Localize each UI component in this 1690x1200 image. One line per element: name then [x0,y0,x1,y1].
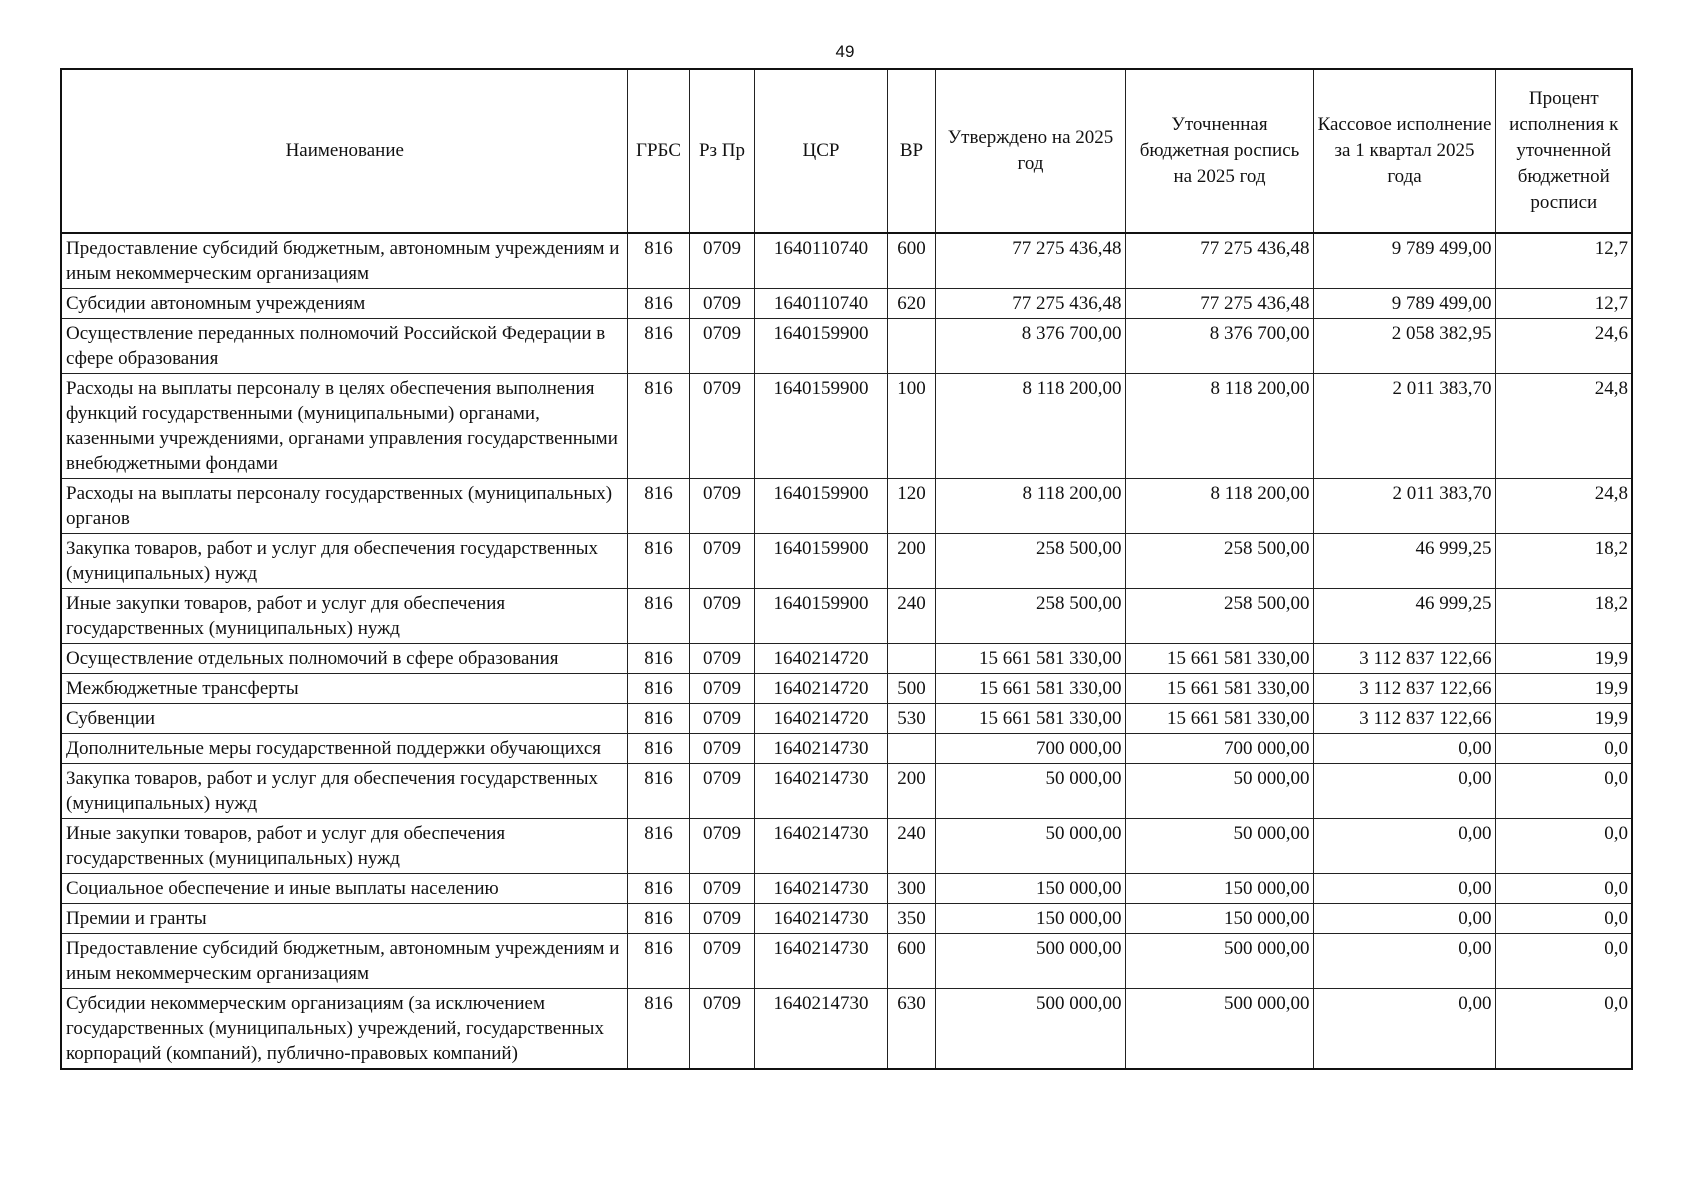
row-csr: 1640159900 [754,374,887,479]
row-percent: 18,2 [1495,534,1632,589]
row-vr: 100 [887,374,935,479]
table-row [61,534,1632,589]
row-refined: 77 275 436,48 [1125,289,1313,319]
row-grbs: 816 [627,644,689,674]
row-vr: 200 [887,534,935,589]
row-csr: 1640110740 [754,289,887,319]
row-percent: 24,8 [1495,479,1632,534]
row-refined: 8 118 200,00 [1125,479,1313,534]
row-name: Закупка товаров, работ и услуг для обеспечения государственных (муниципальных) нужд [61,764,627,819]
row-approved: 15 661 581 330,00 [935,704,1125,734]
row-percent: 18,2 [1495,589,1632,644]
row-refined: 50 000,00 [1125,819,1313,874]
header-approved: Утверждено на 2025 год [935,69,1125,233]
row-grbs: 816 [627,819,689,874]
row-approved: 50 000,00 [935,764,1125,819]
row-cash: 0,00 [1313,989,1495,1070]
row-percent: 0,0 [1495,874,1632,904]
row-percent: 0,0 [1495,764,1632,819]
header-row [61,69,1632,233]
row-percent: 0,0 [1495,904,1632,934]
row-name: Социальное обеспечение и иные выплаты населению [61,874,627,904]
row-csr: 1640214730 [754,874,887,904]
row-name: Осуществление переданных полномочий Российской Федерации в сфере образования [61,319,627,374]
row-refined: 500 000,00 [1125,989,1313,1070]
row-vr [887,319,935,374]
row-grbs: 816 [627,934,689,989]
row-refined: 15 661 581 330,00 [1125,674,1313,704]
row-refined: 77 275 436,48 [1125,233,1313,289]
row-rzpr: 0709 [689,319,754,374]
row-cash: 3 112 837 122,66 [1313,644,1495,674]
row-cash: 0,00 [1313,734,1495,764]
row-cash: 2 011 383,70 [1313,374,1495,479]
row-vr: 350 [887,904,935,934]
table-row [61,589,1632,644]
row-refined: 15 661 581 330,00 [1125,644,1313,674]
row-rzpr: 0709 [689,734,754,764]
row-grbs: 816 [627,764,689,819]
row-grbs: 816 [627,734,689,764]
row-grbs: 816 [627,989,689,1070]
row-refined: 8 376 700,00 [1125,319,1313,374]
row-approved: 258 500,00 [935,534,1125,589]
row-cash: 2 058 382,95 [1313,319,1495,374]
row-approved: 500 000,00 [935,934,1125,989]
row-cash: 0,00 [1313,819,1495,874]
row-name: Дополнительные меры государственной поддержки обучающихся [61,734,627,764]
row-refined: 150 000,00 [1125,874,1313,904]
row-vr: 500 [887,674,935,704]
row-name: Расходы на выплаты персоналу в целях обеспечения выполнения функций государственными (муниципальными) органами, казенными учреждениями, органами управления государственными внебюджетными фондами [61,374,627,479]
row-refined: 8 118 200,00 [1125,374,1313,479]
row-name: Премии и гранты [61,904,627,934]
row-grbs: 816 [627,479,689,534]
table-body [61,233,1632,1069]
page-number: 49 [835,42,855,61]
row-approved: 77 275 436,48 [935,289,1125,319]
row-cash: 0,00 [1313,904,1495,934]
row-grbs: 816 [627,289,689,319]
row-refined: 258 500,00 [1125,589,1313,644]
row-percent: 0,0 [1495,734,1632,764]
row-name: Межбюджетные трансферты [61,674,627,704]
row-cash: 0,00 [1313,874,1495,904]
table-header [61,69,1632,233]
row-approved: 500 000,00 [935,989,1125,1070]
row-refined: 150 000,00 [1125,904,1313,934]
row-vr: 200 [887,764,935,819]
table-row [61,479,1632,534]
row-rzpr: 0709 [689,644,754,674]
row-vr: 240 [887,589,935,644]
row-csr: 1640159900 [754,534,887,589]
row-grbs: 816 [627,319,689,374]
row-name: Расходы на выплаты персоналу государственных (муниципальных) органов [61,479,627,534]
row-csr: 1640214730 [754,734,887,764]
table-row [61,934,1632,989]
table-row [61,989,1632,1070]
row-vr [887,644,935,674]
row-csr: 1640214730 [754,764,887,819]
row-percent: 19,9 [1495,704,1632,734]
row-vr: 630 [887,989,935,1070]
table-row [61,874,1632,904]
row-rzpr: 0709 [689,764,754,819]
row-refined: 700 000,00 [1125,734,1313,764]
row-cash: 46 999,25 [1313,534,1495,589]
row-cash: 3 112 837 122,66 [1313,674,1495,704]
row-percent: 12,7 [1495,233,1632,289]
row-name: Субсидии автономным учреждениям [61,289,627,319]
header-vr: ВР [887,69,935,233]
table-row [61,764,1632,819]
row-grbs: 816 [627,904,689,934]
row-name: Иные закупки товаров, работ и услуг для обеспечения государственных (муниципальных) нужд [61,589,627,644]
row-approved: 150 000,00 [935,904,1125,934]
header-percent: Процент исполнения к уточненной бюджетной росписи [1495,69,1632,233]
header-grbs: ГРБС [627,69,689,233]
row-vr: 600 [887,934,935,989]
row-rzpr: 0709 [689,374,754,479]
row-cash: 9 789 499,00 [1313,233,1495,289]
row-rzpr: 0709 [689,534,754,589]
row-name: Иные закупки товаров, работ и услуг для обеспечения государственных (муниципальных) нужд [61,819,627,874]
row-csr: 1640214730 [754,819,887,874]
row-csr: 1640214730 [754,904,887,934]
row-csr: 1640214720 [754,704,887,734]
row-csr: 1640159900 [754,479,887,534]
row-grbs: 816 [627,233,689,289]
row-vr: 530 [887,704,935,734]
row-rzpr: 0709 [689,704,754,734]
row-rzpr: 0709 [689,874,754,904]
row-approved: 8 118 200,00 [935,374,1125,479]
row-grbs: 816 [627,674,689,704]
row-grbs: 816 [627,874,689,904]
header-name: Наименование [61,69,627,233]
row-rzpr: 0709 [689,989,754,1070]
row-grbs: 816 [627,374,689,479]
row-csr: 1640214720 [754,644,887,674]
row-percent: 24,6 [1495,319,1632,374]
row-grbs: 816 [627,534,689,589]
row-rzpr: 0709 [689,479,754,534]
row-grbs: 816 [627,589,689,644]
row-refined: 15 661 581 330,00 [1125,704,1313,734]
row-name: Субвенции [61,704,627,734]
row-vr: 240 [887,819,935,874]
row-approved: 50 000,00 [935,819,1125,874]
row-name: Субсидии некоммерческим организациям (за исключением государственных (муниципальных) учреждений, государственных корпораций (компаний), публично-правовых компаний) [61,989,627,1070]
row-percent: 19,9 [1495,674,1632,704]
row-cash: 2 011 383,70 [1313,479,1495,534]
row-csr: 1640214720 [754,674,887,704]
row-rzpr: 0709 [689,904,754,934]
header-cash: Кассовое исполнение за 1 квартал 2025 года [1313,69,1495,233]
table-row [61,374,1632,479]
row-vr: 300 [887,874,935,904]
row-vr [887,734,935,764]
row-vr: 620 [887,289,935,319]
row-percent: 12,7 [1495,289,1632,319]
row-rzpr: 0709 [689,289,754,319]
header-csr: ЦСР [754,69,887,233]
row-name: Осуществление отдельных полномочий в сфере образования [61,644,627,674]
row-refined: 50 000,00 [1125,764,1313,819]
row-percent: 0,0 [1495,989,1632,1070]
row-csr: 1640159900 [754,589,887,644]
row-cash: 0,00 [1313,764,1495,819]
row-refined: 258 500,00 [1125,534,1313,589]
row-vr: 600 [887,233,935,289]
row-approved: 150 000,00 [935,874,1125,904]
row-approved: 8 376 700,00 [935,319,1125,374]
row-percent: 0,0 [1495,819,1632,874]
row-cash: 9 789 499,00 [1313,289,1495,319]
table-row [61,319,1632,374]
row-approved: 15 661 581 330,00 [935,674,1125,704]
row-vr: 120 [887,479,935,534]
row-name: Предоставление субсидий бюджетным, автономным учреждениям и иным некоммерческим организациям [61,934,627,989]
row-csr: 1640159900 [754,319,887,374]
table-row [61,644,1632,674]
row-approved: 258 500,00 [935,589,1125,644]
row-name: Закупка товаров, работ и услуг для обеспечения государственных (муниципальных) нужд [61,534,627,589]
table-row [61,289,1632,319]
row-csr: 1640110740 [754,233,887,289]
table-row [61,704,1632,734]
row-percent: 19,9 [1495,644,1632,674]
row-rzpr: 0709 [689,589,754,644]
row-rzpr: 0709 [689,934,754,989]
row-csr: 1640214730 [754,934,887,989]
row-cash: 46 999,25 [1313,589,1495,644]
table-row [61,734,1632,764]
row-rzpr: 0709 [689,233,754,289]
row-cash: 3 112 837 122,66 [1313,704,1495,734]
table-row [61,674,1632,704]
row-approved: 77 275 436,48 [935,233,1125,289]
header-refined: Уточненная бюджетная роспись на 2025 год [1125,69,1313,233]
row-rzpr: 0709 [689,819,754,874]
row-approved: 700 000,00 [935,734,1125,764]
row-cash: 0,00 [1313,934,1495,989]
budget-execution-table [60,68,1633,1070]
row-rzpr: 0709 [689,674,754,704]
row-approved: 8 118 200,00 [935,479,1125,534]
row-grbs: 816 [627,704,689,734]
table-row [61,233,1632,289]
table-row [61,819,1632,874]
header-rzpr: Рз Пр [689,69,754,233]
row-csr: 1640214730 [754,989,887,1070]
row-percent: 24,8 [1495,374,1632,479]
row-approved: 15 661 581 330,00 [935,644,1125,674]
row-refined: 500 000,00 [1125,934,1313,989]
table-row [61,904,1632,934]
row-percent: 0,0 [1495,934,1632,989]
row-name: Предоставление субсидий бюджетным, автономным учреждениям и иным некоммерческим организациям [61,233,627,289]
